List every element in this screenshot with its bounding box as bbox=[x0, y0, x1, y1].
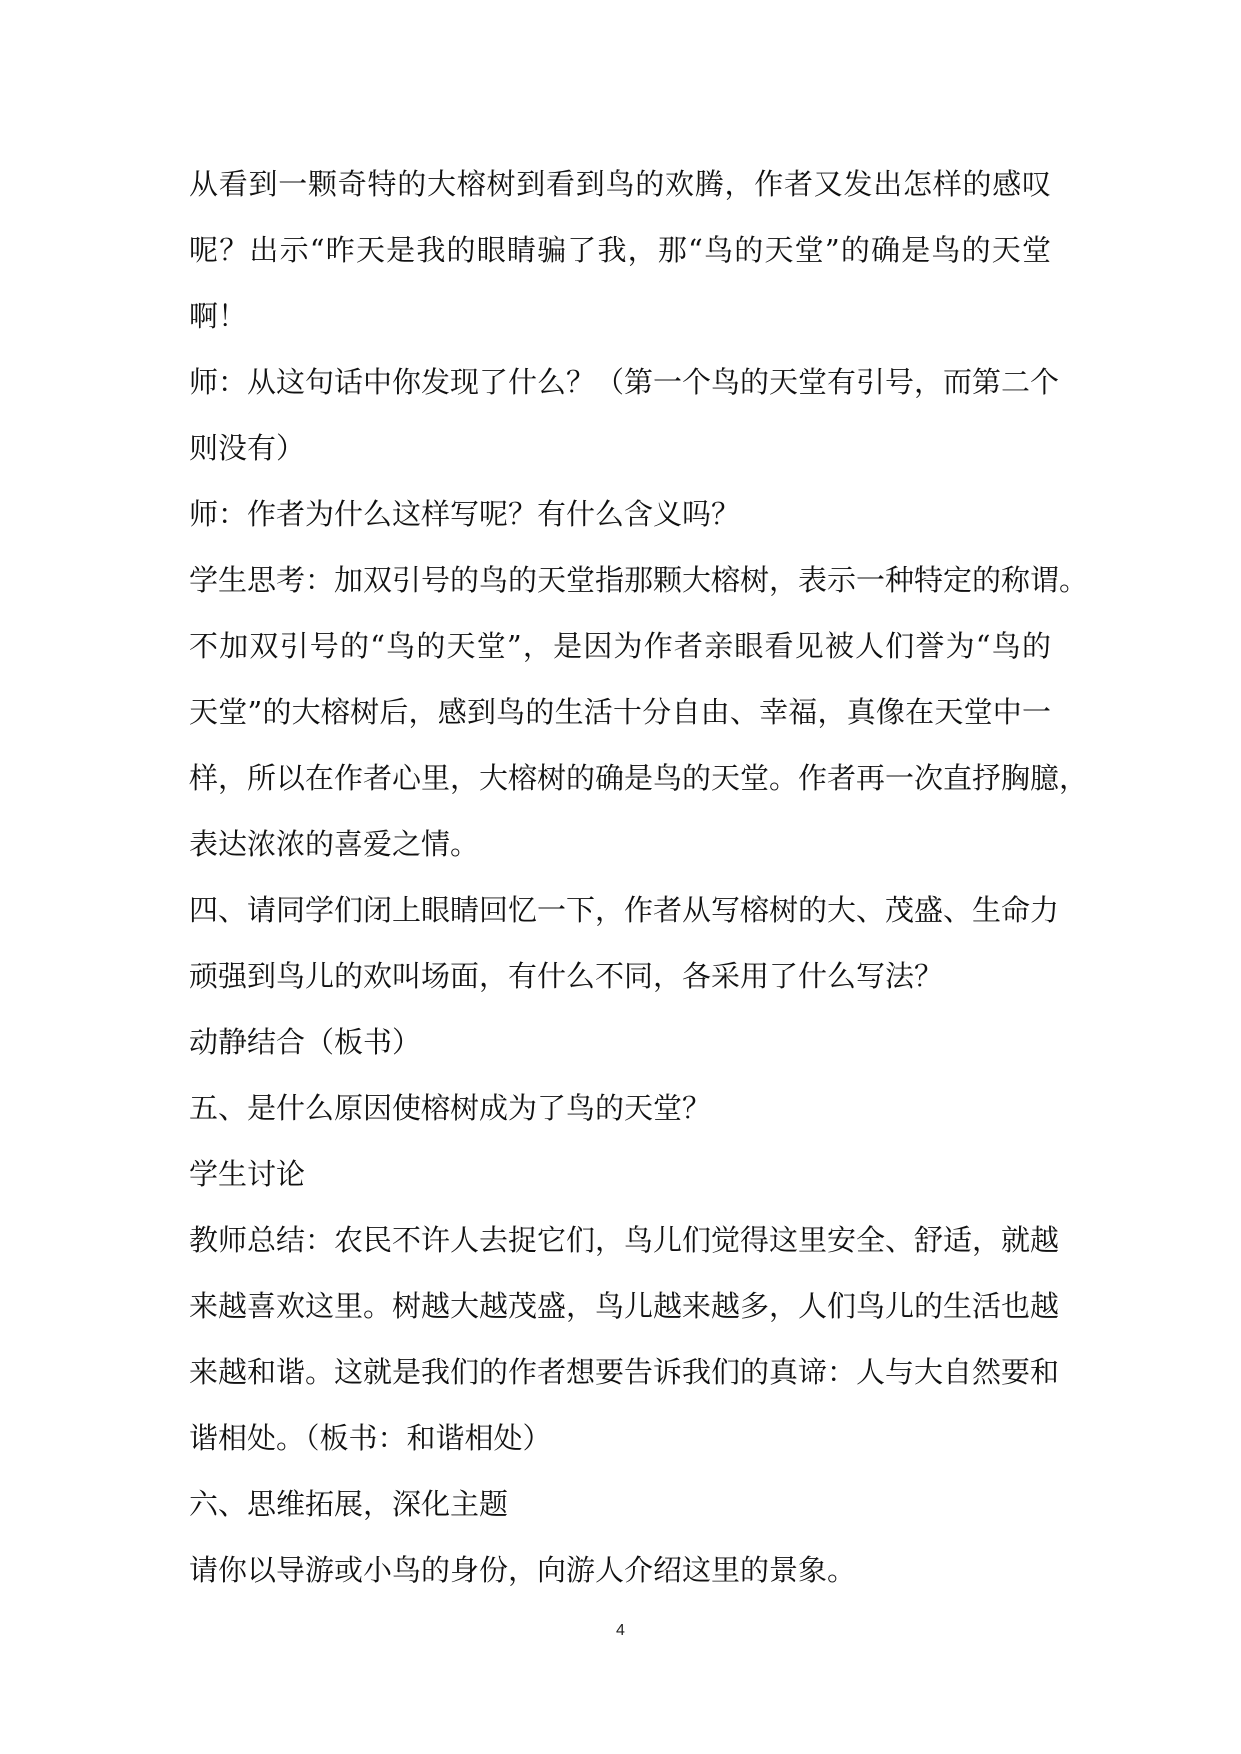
paragraph-line: 六、思维拓展，深化主题 bbox=[189, 1487, 509, 1521]
document-body bbox=[189, 151, 1089, 1603]
paragraph-line: 不加双引号的“鸟的天堂”，是因为作者亲眼看见被人们誉为“鸟的 bbox=[189, 629, 1051, 663]
paragraph-line: 学生思考：加双引号的鸟的天堂指那颗大榕树，表示一种特定的称谓。 bbox=[189, 563, 1089, 597]
paragraph-line: 来越喜欢这里。树越大越茂盛，鸟儿越来越多，人们鸟儿的生活也越 bbox=[189, 1289, 1060, 1323]
paragraph-line: 五、是什么原因使榕树成为了鸟的天堂？ bbox=[189, 1091, 712, 1125]
paragraph-line: 表达浓浓的喜爱之情。 bbox=[189, 827, 480, 861]
paragraph-line: 啊！ bbox=[189, 299, 248, 333]
paragraph-line: 动静结合（板书） bbox=[189, 1025, 422, 1059]
paragraph-line: 四、请同学们闭上眼睛回忆一下，作者从写榕树的大、茂盛、生命力 bbox=[189, 893, 1060, 927]
page-number: 4 bbox=[616, 1622, 625, 1639]
paragraph-line: 来越和谐。这就是我们的作者想要告诉我们的真谛：人与大自然要和 bbox=[189, 1355, 1060, 1389]
paragraph-line: 从看到一颗奇特的大榕树到看到鸟的欢腾，作者又发出怎样的感叹 bbox=[189, 167, 1051, 201]
paragraph-line: 呢？出示“昨天是我的眼睛骗了我，那“鸟的天堂”的确是鸟的天堂 bbox=[189, 233, 1051, 267]
paragraph-line: 样，所以在作者心里，大榕树的确是鸟的天堂。作者再一次直抒胸臆， bbox=[189, 761, 1089, 795]
paragraph-line: 请你以导游或小鸟的身份，向游人介绍这里的景象。 bbox=[189, 1553, 857, 1587]
paragraph-line: 学生讨论 bbox=[189, 1157, 306, 1191]
paragraph-line: 则没有） bbox=[189, 431, 306, 465]
paragraph-line: 天堂”的大榕树后，感到鸟的生活十分自由、幸福，真像在天堂中一 bbox=[189, 695, 1051, 729]
paragraph-line: 师：从这句话中你发现了什么？（第一个鸟的天堂有引号，而第二个 bbox=[189, 365, 1060, 399]
paragraph-line: 教师总结：农民不许人去捉它们，鸟儿们觉得这里安全、舒适，就越 bbox=[189, 1223, 1060, 1257]
paragraph-line: 谐相处。（板书：和谐相处） bbox=[189, 1421, 552, 1455]
paragraph-line: 顽强到鸟儿的欢叫场面，有什么不同，各采用了什么写法？ bbox=[189, 959, 944, 993]
paragraph-line: 师：作者为什么这样写呢？有什么含义吗？ bbox=[189, 497, 741, 531]
